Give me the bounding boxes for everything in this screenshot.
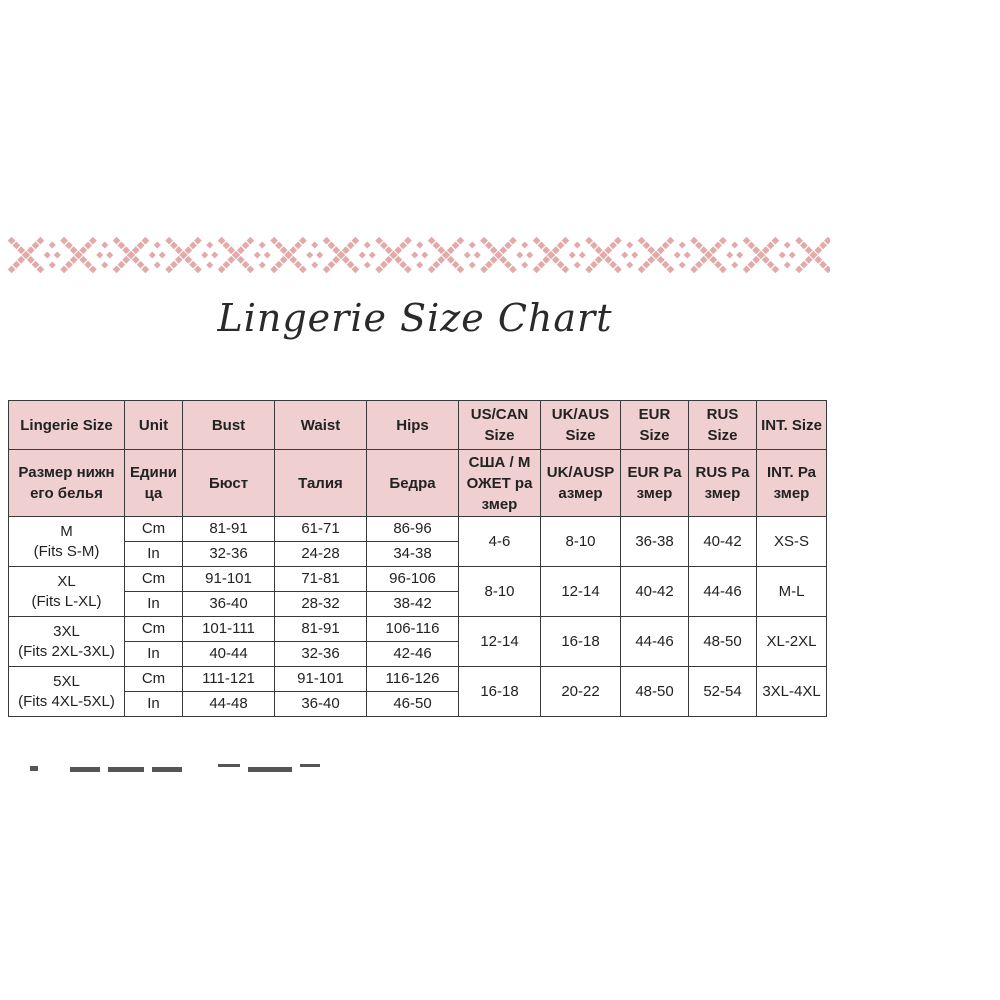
diamond-dot-icon [526, 251, 533, 258]
table-cell: 3XL-4XL [757, 667, 827, 717]
diamond-dot-icon [416, 241, 423, 248]
table-cell: 40-42 [621, 567, 689, 617]
diamond-dot-icon [259, 241, 266, 248]
snowflake-icon [218, 237, 255, 274]
size-name: 5XL [53, 672, 80, 690]
table-cell: 24-28 [275, 542, 367, 567]
table-row [9, 517, 827, 542]
diamond-dot-icon [679, 261, 686, 268]
size-label-cell [9, 567, 125, 617]
diamond-dot-icon [106, 251, 113, 258]
diamond-dot-icon [421, 251, 428, 258]
diamond-dot-icon [784, 261, 791, 268]
header-cell: Талия [275, 450, 367, 517]
diamond-dot-icon [621, 251, 628, 258]
snowflake-icon [638, 237, 675, 274]
header-cell: US/CAN Size [459, 401, 541, 450]
table-cell: 106-116 [367, 617, 459, 642]
header-cell: EUR Size [621, 401, 689, 450]
size-fits: (Fits 4XL-5XL) [18, 692, 115, 710]
header-cell: Hips [367, 401, 459, 450]
table-cell: 16-18 [541, 617, 621, 667]
diamond-dot-icon [684, 251, 691, 258]
table-cell: 40-42 [689, 517, 757, 567]
header-cell: INT. Ра змер [757, 450, 827, 517]
table-cell: 34-38 [367, 542, 459, 567]
diamond-dot-icon [54, 251, 61, 258]
size-label-cell [9, 617, 125, 667]
header-cell: Размер нижн его белья [9, 450, 125, 517]
diamond-dot-icon [726, 251, 733, 258]
snowflake-icon [533, 237, 570, 274]
diamond-dot-icon [626, 261, 633, 268]
table-cell: M-L [757, 567, 827, 617]
snowflake-icon [690, 237, 727, 274]
diamond-dot-icon [364, 261, 371, 268]
diamond-dot-icon [736, 251, 743, 258]
diamond-dot-icon [574, 261, 581, 268]
diamond-dot-icon [369, 251, 376, 258]
header-row-ru [9, 450, 827, 517]
diamond-dot-icon [101, 261, 108, 268]
diamond-dot-icon [364, 241, 371, 248]
diamond-dot-icon [359, 251, 366, 258]
diamond-dot-icon [521, 241, 528, 248]
table-cell: 8-10 [459, 567, 541, 617]
table-cell: Cm [125, 517, 183, 542]
size-name: XL [57, 572, 76, 590]
table-cell: Cm [125, 617, 183, 642]
table-cell: 20-22 [541, 667, 621, 717]
snowflake-icon [270, 237, 307, 274]
header-cell: США / М ОЖЕТ ра змер [459, 450, 541, 517]
diamond-dot-icon [416, 261, 423, 268]
table-row [9, 617, 827, 642]
diamond-dot-icon [311, 261, 318, 268]
diamond-dot-icon [626, 241, 633, 248]
diamond-dot-icon [206, 261, 213, 268]
table-cell: 48-50 [621, 667, 689, 717]
snowflake-icon [428, 237, 465, 274]
table-cell: 36-38 [621, 517, 689, 567]
size-fits: (Fits S-M) [33, 542, 100, 560]
header-cell: Бедра [367, 450, 459, 517]
table-row [9, 667, 827, 692]
table-cell: XL-2XL [757, 617, 827, 667]
table-cell: 36-40 [183, 592, 275, 617]
header-cell: Едини ца [125, 450, 183, 517]
diamond-dot-icon [574, 241, 581, 248]
diamond-dot-icon [779, 251, 786, 258]
snowflake-icon [323, 237, 360, 274]
diamond-dot-icon [569, 251, 576, 258]
diamond-dot-icon [49, 261, 56, 268]
diamond-dot-icon [516, 251, 523, 258]
table-cell: 16-18 [459, 667, 541, 717]
snowflake-icon [375, 237, 412, 274]
table-cell: 36-40 [275, 692, 367, 717]
header-cell: INT. Size [757, 401, 827, 450]
diamond-dot-icon [789, 251, 796, 258]
header-cell: UK/AUS Size [541, 401, 621, 450]
table-cell: 40-44 [183, 642, 275, 667]
table-row [9, 567, 827, 592]
table-cell: 71-81 [275, 567, 367, 592]
size-chart-table [8, 400, 827, 717]
diamond-dot-icon [464, 251, 471, 258]
snowflake-icon [743, 237, 780, 274]
table-cell: 111-121 [183, 667, 275, 692]
diamond-dot-icon [306, 251, 313, 258]
diamond-dot-icon [579, 251, 586, 258]
header-cell: Бюст [183, 450, 275, 517]
diamond-dot-icon [149, 251, 156, 258]
table-cell: 42-46 [367, 642, 459, 667]
table-cell: 81-91 [183, 517, 275, 542]
diamond-dot-icon [206, 241, 213, 248]
size-name: 3XL [53, 622, 80, 640]
table-cell: 28-32 [275, 592, 367, 617]
header-cell: EUR Ра змер [621, 450, 689, 517]
diamond-dot-icon [469, 261, 476, 268]
table-cell: Cm [125, 667, 183, 692]
table-cell: 86-96 [367, 517, 459, 542]
table-cell: 91-101 [275, 667, 367, 692]
diamond-dot-icon [101, 241, 108, 248]
snowflake-icon [795, 237, 830, 274]
header-row-en [9, 401, 827, 450]
table-cell: 4-6 [459, 517, 541, 567]
diamond-dot-icon [96, 251, 103, 258]
diamond-dot-icon [49, 241, 56, 248]
diamond-dot-icon [316, 251, 323, 258]
table-cell: In [125, 592, 183, 617]
size-fits: (Fits L-XL) [31, 592, 102, 610]
table-cell: 46-50 [367, 692, 459, 717]
diamond-dot-icon [679, 241, 686, 248]
table-cell: 116-126 [367, 667, 459, 692]
diamond-dot-icon [311, 241, 318, 248]
table-cell: In [125, 542, 183, 567]
header-cell: Waist [275, 401, 367, 450]
cropped-text-fragment [30, 764, 340, 774]
diamond-dot-icon [474, 251, 481, 258]
header-cell: Unit [125, 401, 183, 450]
diamond-dot-icon [254, 251, 261, 258]
diamond-dot-icon [411, 251, 418, 258]
table-cell: 96-106 [367, 567, 459, 592]
diamond-dot-icon [211, 251, 218, 258]
diamond-dot-icon [159, 251, 166, 258]
diamond-dot-icon [731, 241, 738, 248]
table-cell: 48-50 [689, 617, 757, 667]
snowflake-icon [113, 237, 150, 274]
diamond-dot-icon [154, 241, 161, 248]
snowflake-icon [165, 237, 202, 274]
table-cell: 81-91 [275, 617, 367, 642]
table-cell: In [125, 692, 183, 717]
table-cell: 32-36 [275, 642, 367, 667]
table-cell: XS-S [757, 517, 827, 567]
header-cell: RUS Size [689, 401, 757, 450]
table-cell: 12-14 [459, 617, 541, 667]
size-label-cell [9, 667, 125, 717]
table-cell: 12-14 [541, 567, 621, 617]
diamond-dot-icon [469, 241, 476, 248]
table-cell: Cm [125, 567, 183, 592]
snowflake-icon [480, 237, 517, 274]
snowflake-icon [585, 237, 622, 274]
diamond-dot-icon [731, 261, 738, 268]
page-title: Lingerie Size Chart [217, 296, 613, 340]
snowflake-icon [8, 237, 45, 274]
diamond-dot-icon [44, 251, 51, 258]
table-cell: 32-36 [183, 542, 275, 567]
size-fits: (Fits 2XL-3XL) [18, 642, 115, 660]
table-cell: 44-46 [689, 567, 757, 617]
table-cell: 44-48 [183, 692, 275, 717]
diamond-dot-icon [154, 261, 161, 268]
size-label-cell [9, 517, 125, 567]
table-cell: 44-46 [621, 617, 689, 667]
diamond-dot-icon [259, 261, 266, 268]
diamond-dot-icon [631, 251, 638, 258]
header-cell: Bust [183, 401, 275, 450]
diamond-dot-icon [201, 251, 208, 258]
header-cell: RUS Ра змер [689, 450, 757, 517]
diamond-dot-icon [674, 251, 681, 258]
size-name: M [60, 522, 73, 540]
table-cell: 52-54 [689, 667, 757, 717]
table-cell: In [125, 642, 183, 667]
table-cell: 101-111 [183, 617, 275, 642]
table-cell: 8-10 [541, 517, 621, 567]
diamond-dot-icon [521, 261, 528, 268]
snowflake-icon [60, 237, 97, 274]
table-cell: 38-42 [367, 592, 459, 617]
diamond-dot-icon [784, 241, 791, 248]
header-cell: Lingerie Size [9, 401, 125, 450]
table-cell: 91-101 [183, 567, 275, 592]
header-cell: UK/AUSP азмер [541, 450, 621, 517]
diamond-dot-icon [264, 251, 271, 258]
snowflake-border-icon [0, 233, 830, 277]
table-cell: 61-71 [275, 517, 367, 542]
